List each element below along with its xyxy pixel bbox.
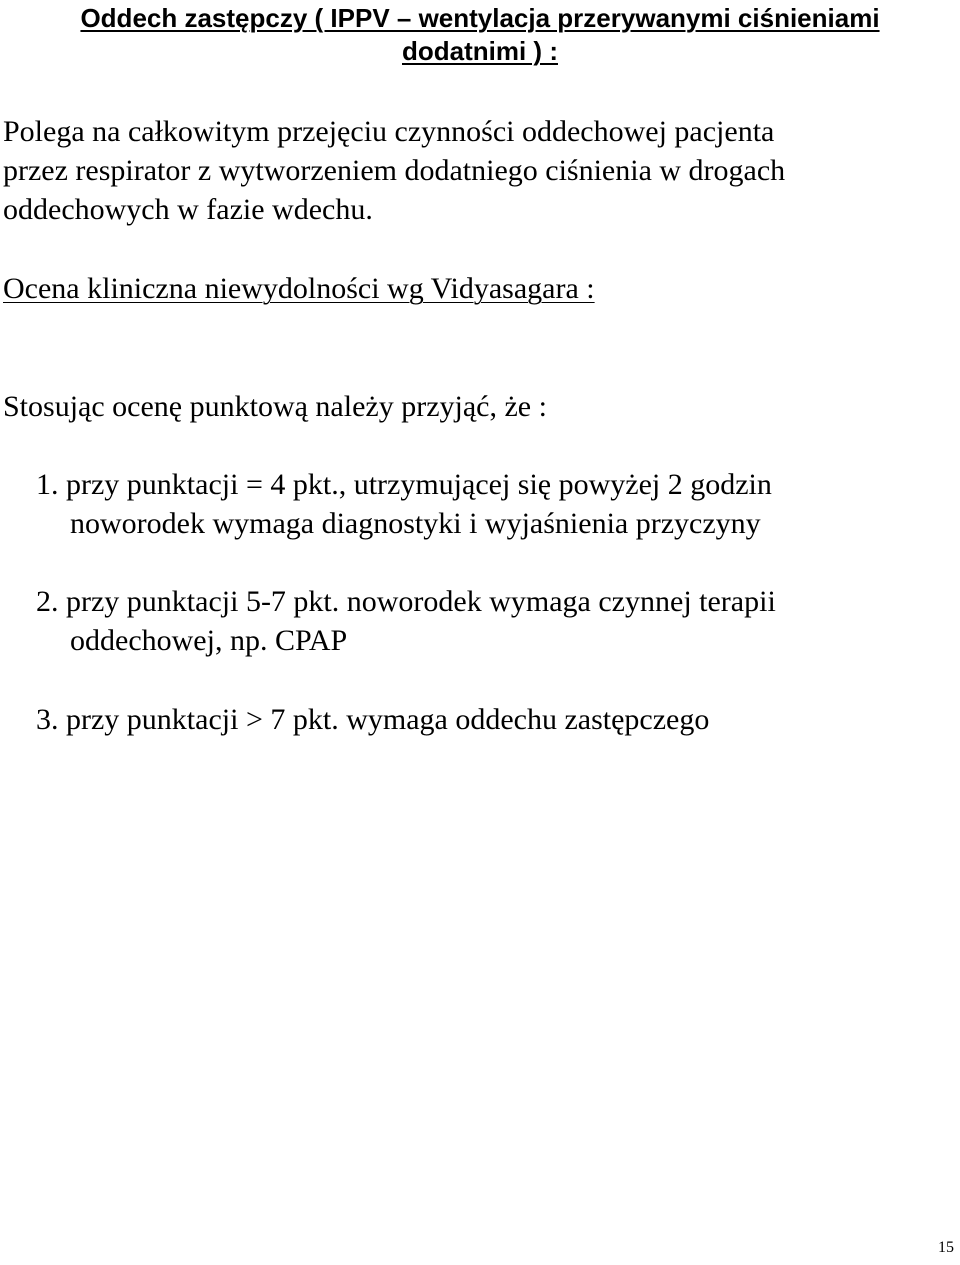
heading-line-2: dodatnimi ) : xyxy=(402,36,558,66)
description-paragraph xyxy=(3,112,785,229)
list-item xyxy=(36,700,709,739)
paragraph-line: Polega na całkowitym przejęciu czynności oddechowej pacjenta xyxy=(3,115,775,148)
list-item-line: noworodek wymaga diagnostyki i wyjaśnienia przyczyny xyxy=(70,507,761,540)
list-item xyxy=(36,582,776,660)
list-item-line: 1. przy punktacji = 4 pkt., utrzymującej się powyżej 2 godzin xyxy=(36,468,772,501)
page-heading xyxy=(0,2,960,68)
paragraph-line: przez respirator z wytworzeniem dodatniego ciśnienia w drogach xyxy=(3,154,786,187)
list-item-line: oddechowej, np. CPAP xyxy=(70,624,348,657)
heading-line-1: Oddech zastępczy ( IPPV – wentylacja przerywanymi ciśnieniami xyxy=(80,3,880,33)
assessment-title: Ocena kliniczna niewydolności wg Vidyasagara : xyxy=(3,272,595,305)
page-number: 15 xyxy=(938,1239,954,1256)
list-item xyxy=(36,465,772,543)
scoring-intro: Stosując ocenę punktową należy przyjąć, że : xyxy=(3,390,547,423)
list-item-line: 2. przy punktacji 5-7 pkt. noworodek wymaga czynnej terapii xyxy=(36,585,776,618)
paragraph-line: oddechowych w fazie wdechu. xyxy=(3,193,373,226)
list-item-line: 3. przy punktacji > 7 pkt. wymaga oddechu zastępczego xyxy=(36,703,710,736)
